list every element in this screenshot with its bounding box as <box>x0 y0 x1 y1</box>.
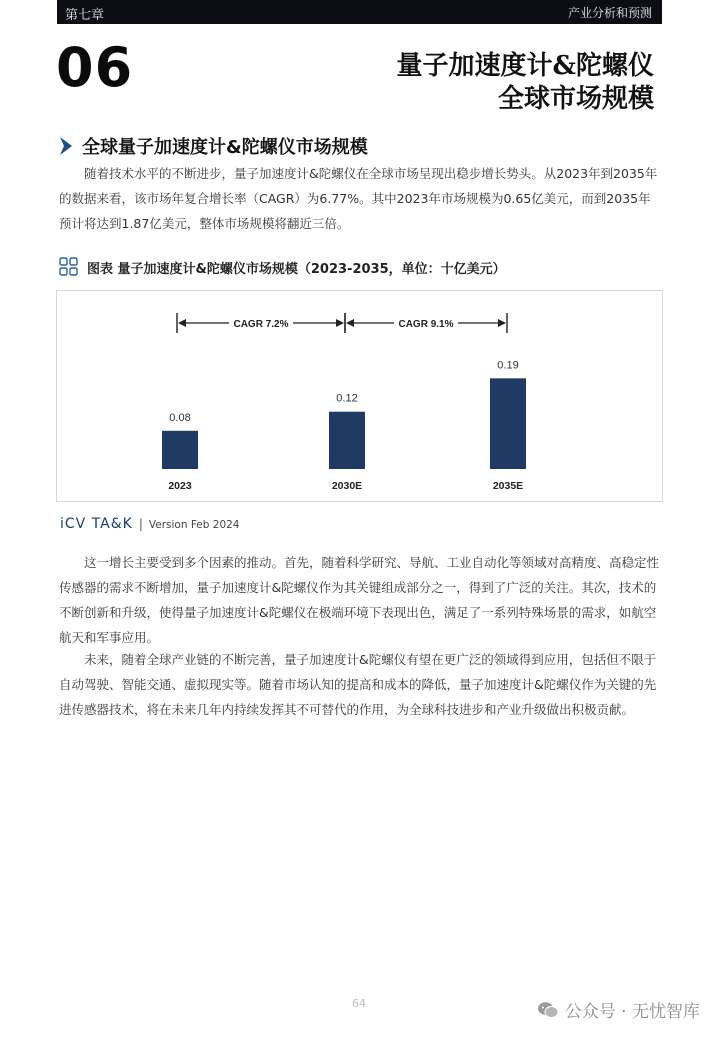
paragraph-drivers: 这一增长主要受到多个因素的推动。首先，随着科学研究、导航、工业自动化等领域对高精度、高稳定性传感器的需求不断增加，量子加速度计&陀螺仪作为其关键组成部分之一，得到了广泛的关注。其次，技术的不断创新和升级，使得量子加速度计&陀螺仪在极端环境下表现出色，满足了一系列特殊场景的需求，如航空航天和军事应用。 <box>59 555 660 645</box>
publisher-logo <box>60 516 240 532</box>
paragraph-intro: 随着技术水平的不断进步，量子加速度计&陀螺仪在全球市场呈现出稳步增长势头。从2023年到2035年的数据来看，该市场年复合增长率（CAGR）为6.77%。其中2023年市场规模为0.65亿美元，而到2035年预计将达到1.87亿美元，整体市场规模将翻近三倍。 <box>59 166 658 231</box>
category-label-2023: 2023 <box>168 480 192 492</box>
chapter-number: 06 <box>56 36 134 99</box>
data-label-2023: 0.08 <box>169 411 191 424</box>
page-title-line2: 全球市场规模 <box>497 84 654 114</box>
market-size-chart <box>56 290 663 502</box>
section-heading-text: 全球量子加速度计&陀螺仪市场规模 <box>82 137 368 158</box>
watermark-text: 公众号 · 无忧智库 <box>564 1002 700 1022</box>
bar-2035E <box>490 378 526 469</box>
data-label-2035E: 0.19 <box>497 359 519 372</box>
cagr-label-0: CAGR 7.2% <box>233 319 289 330</box>
cagr-arrow-right-1 <box>498 319 506 327</box>
logo-brand: iCV TA&K <box>60 516 133 532</box>
section-heading <box>58 133 368 159</box>
page-title <box>397 50 654 116</box>
chevron-right-icon <box>58 135 74 157</box>
logo-separator: | <box>138 517 143 531</box>
cagr-arrow-right-0 <box>336 319 344 327</box>
figure-caption <box>59 257 506 277</box>
section-label: 产业分析和预测 <box>567 6 652 20</box>
chart-canvas <box>57 291 662 501</box>
page-title-line1: 量子加速度计&陀螺仪 <box>396 51 654 81</box>
figure-caption-text: 图表 量子加速度计&陀螺仪市场规模（2023-2035，单位：十亿美元） <box>87 261 506 277</box>
page-number: 64 <box>352 997 366 1010</box>
cagr-arrow-left-1 <box>346 319 354 327</box>
bar-2023 <box>162 431 198 469</box>
category-label-2035E: 2035E <box>492 480 524 492</box>
cagr-arrow-left-0 <box>178 319 186 327</box>
bar-2030E <box>329 412 365 469</box>
wechat-icon <box>537 1001 559 1019</box>
header-bar <box>57 0 662 24</box>
paragraph-outlook: 未来，随着全球产业链的不断完善，量子加速度计&陀螺仪有望在更广泛的领域得到应用，包括但不限于自动驾驶、智能交通、虚拟现实等。随着市场认知的提高和成本的降低，量子加速度计&陀螺仪作为关键的先进传感器技术，将在未来几年内持续发挥其不可替代的作用，为全球科技进步和产业升级做出积极贡献。 <box>59 652 657 717</box>
cagr-label-1: CAGR 9.1% <box>398 319 454 330</box>
chapter-label: 第七章 <box>65 8 105 23</box>
category-label-2030E: 2030E <box>331 480 363 492</box>
data-label-2030E: 0.12 <box>336 392 358 405</box>
logo-version: Version Feb 2024 <box>148 519 240 531</box>
grid-icon <box>59 257 79 277</box>
watermark <box>537 997 700 1022</box>
